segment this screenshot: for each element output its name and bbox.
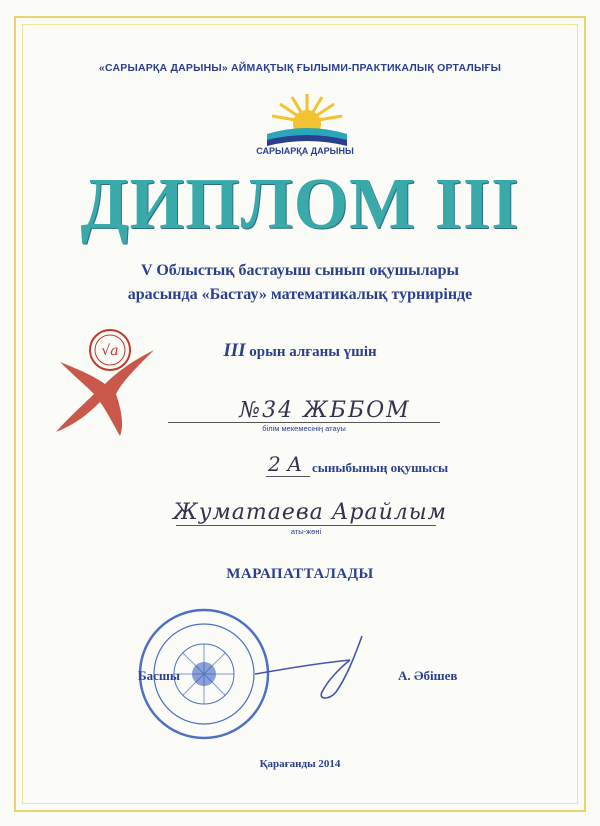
description-line-1: V Облыстық бастауыш сынып оқушылары [141,262,459,279]
student-name-handwritten: Жуматаева Арайлым [173,500,447,525]
description-line-2: арасында «Бастау» математикалық турнирінде [127,286,473,303]
name-caption: аты-жөні [290,527,322,536]
signer-name: А. Әбішев [398,668,458,683]
award-text: МАРАПАТТАЛАДЫ [226,566,374,582]
school-handwritten: №34 ЖББОМ [239,398,411,423]
grade-underline [266,476,310,477]
place-line [0,340,600,362]
city-year: Қарағанды 2014 [259,758,341,770]
sun-logo-icon [262,92,352,150]
place-text: орын алғаны үшін [249,344,377,360]
svg-text:√a: √a [101,343,119,359]
place-number: III [223,340,246,361]
school-caption: білім мекемесінің атауы [262,424,346,433]
grade-label: сыныбының оқушысы [312,460,449,475]
diploma-title: ДИПЛОМ III [80,164,520,245]
grade-handwritten: 2 А [268,452,303,476]
logo-caption: САРЫАРҚА ДАРЫНЫ [256,146,354,156]
school-underline [168,422,440,423]
name-underline [176,525,436,526]
director-label: Басшы [138,668,180,683]
signature-icon [250,630,370,710]
organization-name: «САРЫАРҚА ДАРЫНЫ» АЙМАҚТЫҚ ҒЫЛЫМИ-ПРАКТИКАЛЫҚ ОРТАЛЫҒЫ [98,62,502,74]
